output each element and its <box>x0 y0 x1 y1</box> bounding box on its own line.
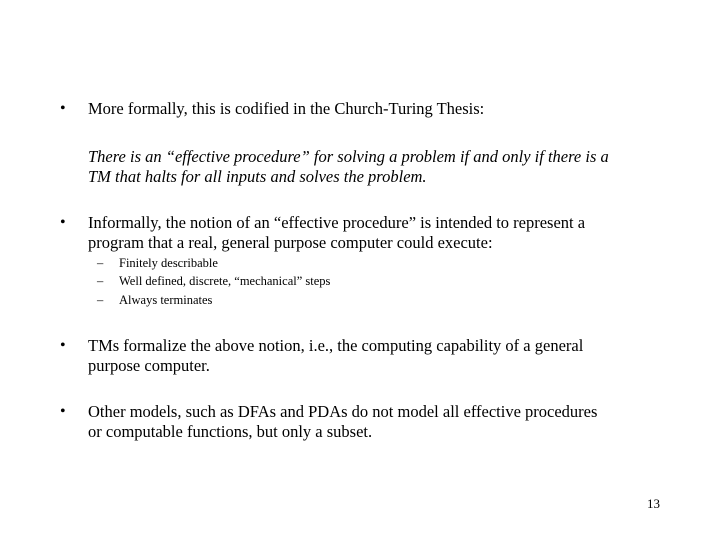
bullet-line: or computable functions, but only a subset. <box>88 421 373 441</box>
sub-item-text: Always terminates <box>119 293 213 307</box>
thesis-line: There is an “effective procedure” for solving a problem if and only if there is a <box>88 147 609 166</box>
bullet-text <box>88 99 658 119</box>
bullet-text <box>88 213 658 252</box>
bullet-icon: • <box>60 337 66 354</box>
bullet-line: Other models, such as DFAs and PDAs do not model all effective procedures <box>88 402 598 421</box>
bullet-line: Informally, the notion of an “effective procedure” is intended to represent a <box>88 213 586 232</box>
page-number: 13 <box>647 496 660 511</box>
bullet-line: More formally, this is codified in the Church-Turing Thesis: <box>88 99 485 118</box>
dash-icon: – <box>97 293 104 307</box>
bullet-icon: • <box>60 214 66 231</box>
church-turing-thesis-statement <box>88 147 678 186</box>
sub-item-text: Well defined, discrete, “mechanical” steps <box>119 274 331 288</box>
thesis-line: TM that halts for all inputs and solves the problem. <box>88 166 427 186</box>
bullet-text <box>88 402 658 441</box>
bullet-text <box>88 336 658 375</box>
sub-list-item <box>0 254 720 272</box>
sub-list-item <box>0 272 720 290</box>
dash-icon: – <box>97 274 104 288</box>
dash-icon: – <box>97 256 104 270</box>
bullet-icon: • <box>60 100 66 117</box>
bullet-line: program that a real, general purpose computer could execute: <box>88 232 493 252</box>
sub-item-text: Finitely describable <box>119 256 218 270</box>
bullet-line: TMs formalize the above notion, i.e., the computing capability of a general <box>88 336 584 355</box>
sub-list-item <box>0 291 720 309</box>
bullet-icon: • <box>60 403 66 420</box>
bullet-line: purpose computer. <box>88 355 210 375</box>
